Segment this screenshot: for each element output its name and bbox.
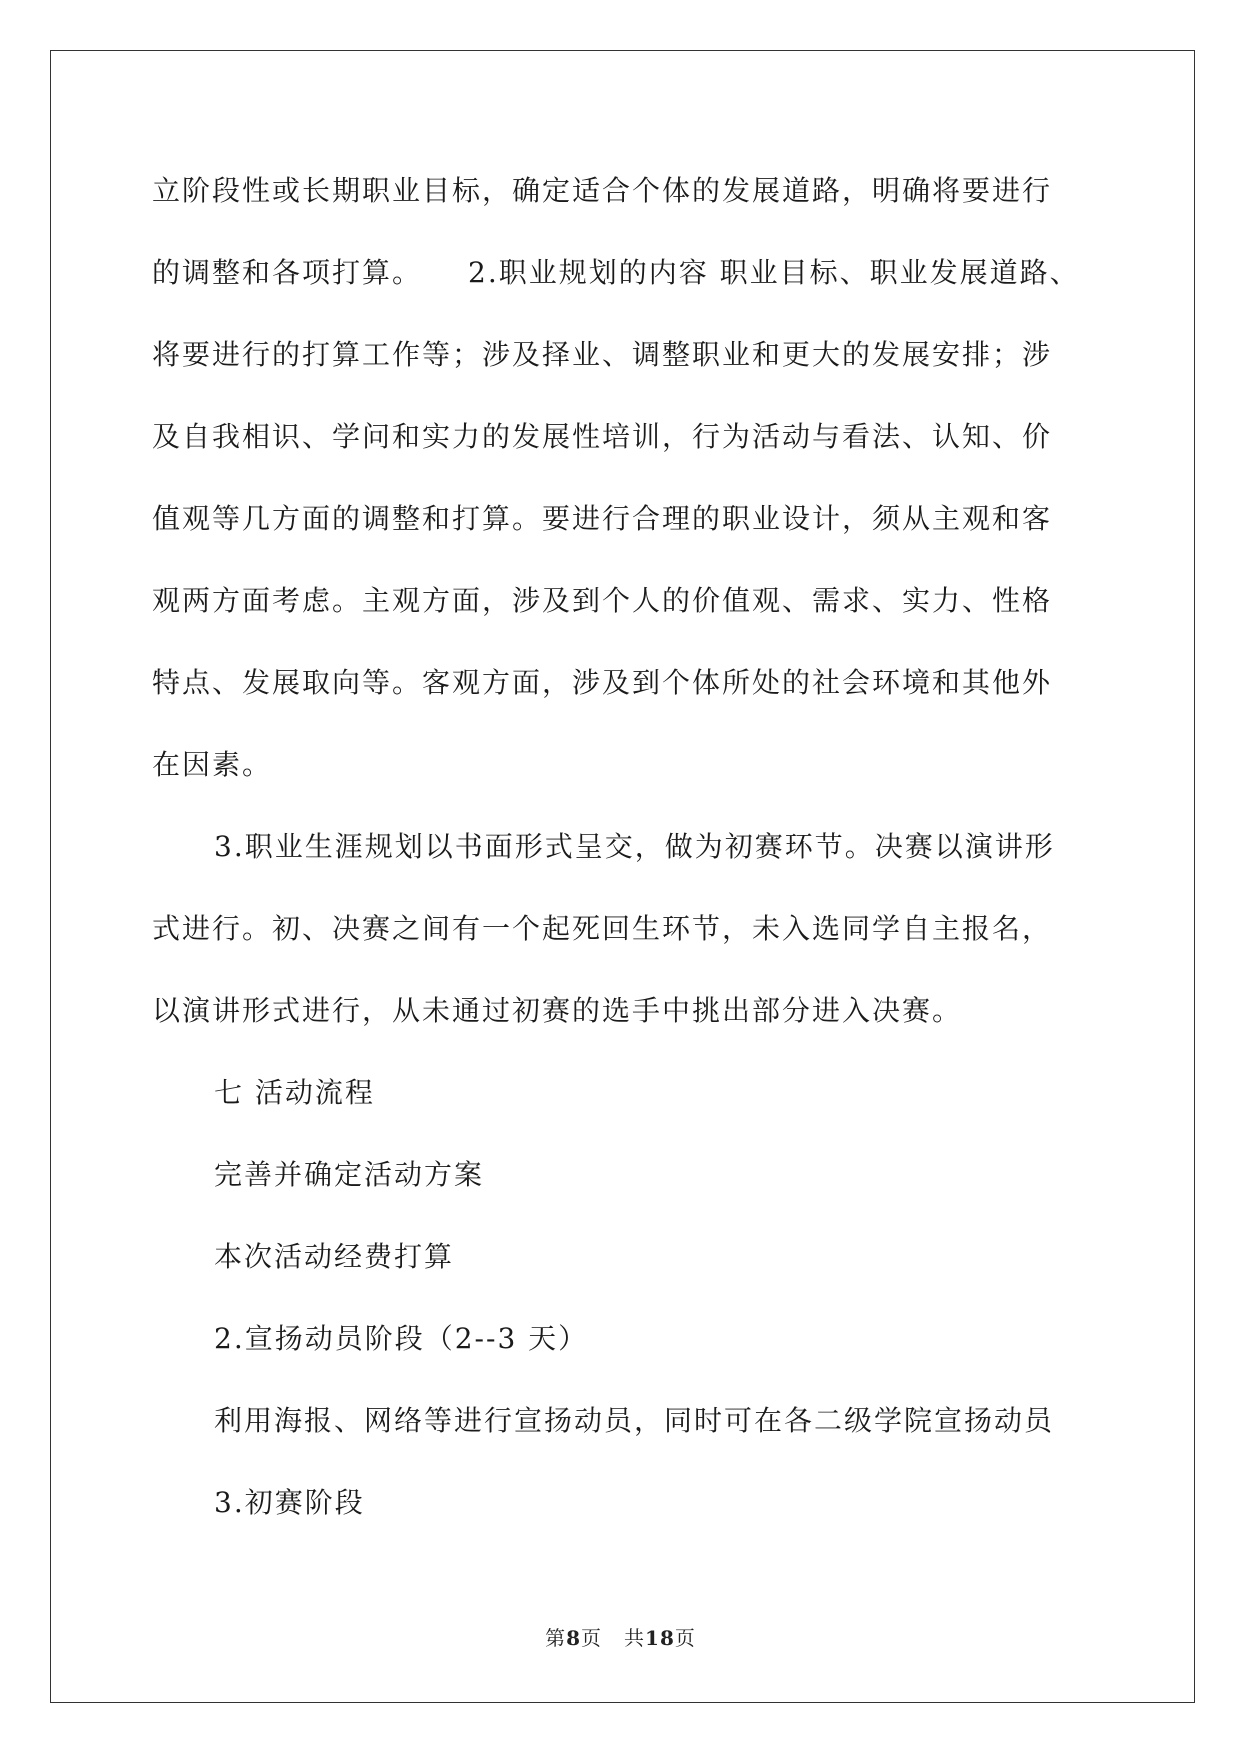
text-line: 的调整和各项打算。 2.职业规划的内容 职业目标、职业发展道路、 (152, 256, 1080, 289)
total-pages: 18 (645, 1626, 675, 1650)
text-line: 及自我相识、学问和实力的发展性培训，行为活动与看法、认知、价 (152, 420, 1053, 453)
page-number: 8 (566, 1626, 582, 1650)
page-suffix: 页 (581, 1626, 603, 1650)
text-line: 立阶段性或长期职业目标，确定适合个体的发展道路，明确将要进行 (152, 174, 1053, 207)
text-line: 利用海报、网络等进行宣扬动员，同时可在各二级学院宣扬动员 (214, 1404, 1055, 1437)
text-line: 值观等几方面的调整和打算。要进行合理的职业设计，须从主观和客 (152, 502, 1053, 535)
page-footer (0, 1622, 1241, 1651)
text-line: 完善并确定活动方案 (214, 1158, 485, 1191)
text-line: 式进行。初、决赛之间有一个起死回生环节，未入选同学自主报名， (152, 912, 1053, 945)
text-line: 2.宣扬动员阶段（2--3 天） (214, 1322, 589, 1355)
section-heading: 七 活动流程 (214, 1076, 375, 1109)
text-line: 观两方面考虑。主观方面，涉及到个人的价值观、需求、实力、性格 (152, 584, 1053, 617)
text-line: 将要进行的打算工作等；涉及择业、调整职业和更大的发展安排；涉 (152, 338, 1053, 371)
text-line: 在因素。 (152, 748, 273, 781)
text-line: 3.职业生涯规划以书面形式呈交，做为初赛环节。决赛以演讲形 (214, 830, 1055, 863)
text-line: 本次活动经费打算 (214, 1240, 455, 1273)
text-line: 以演讲形式进行，从未通过初赛的选手中挑出部分进入决赛。 (152, 994, 963, 1027)
document-body (152, 150, 1112, 1544)
total-prefix: 共 (624, 1626, 646, 1650)
text-line: 特点、发展取向等。客观方面，涉及到个体所处的社会环境和其他外 (152, 666, 1053, 699)
total-suffix: 页 (674, 1626, 696, 1650)
text-line: 3.初赛阶段 (214, 1486, 365, 1519)
page-prefix: 第 (545, 1626, 567, 1650)
